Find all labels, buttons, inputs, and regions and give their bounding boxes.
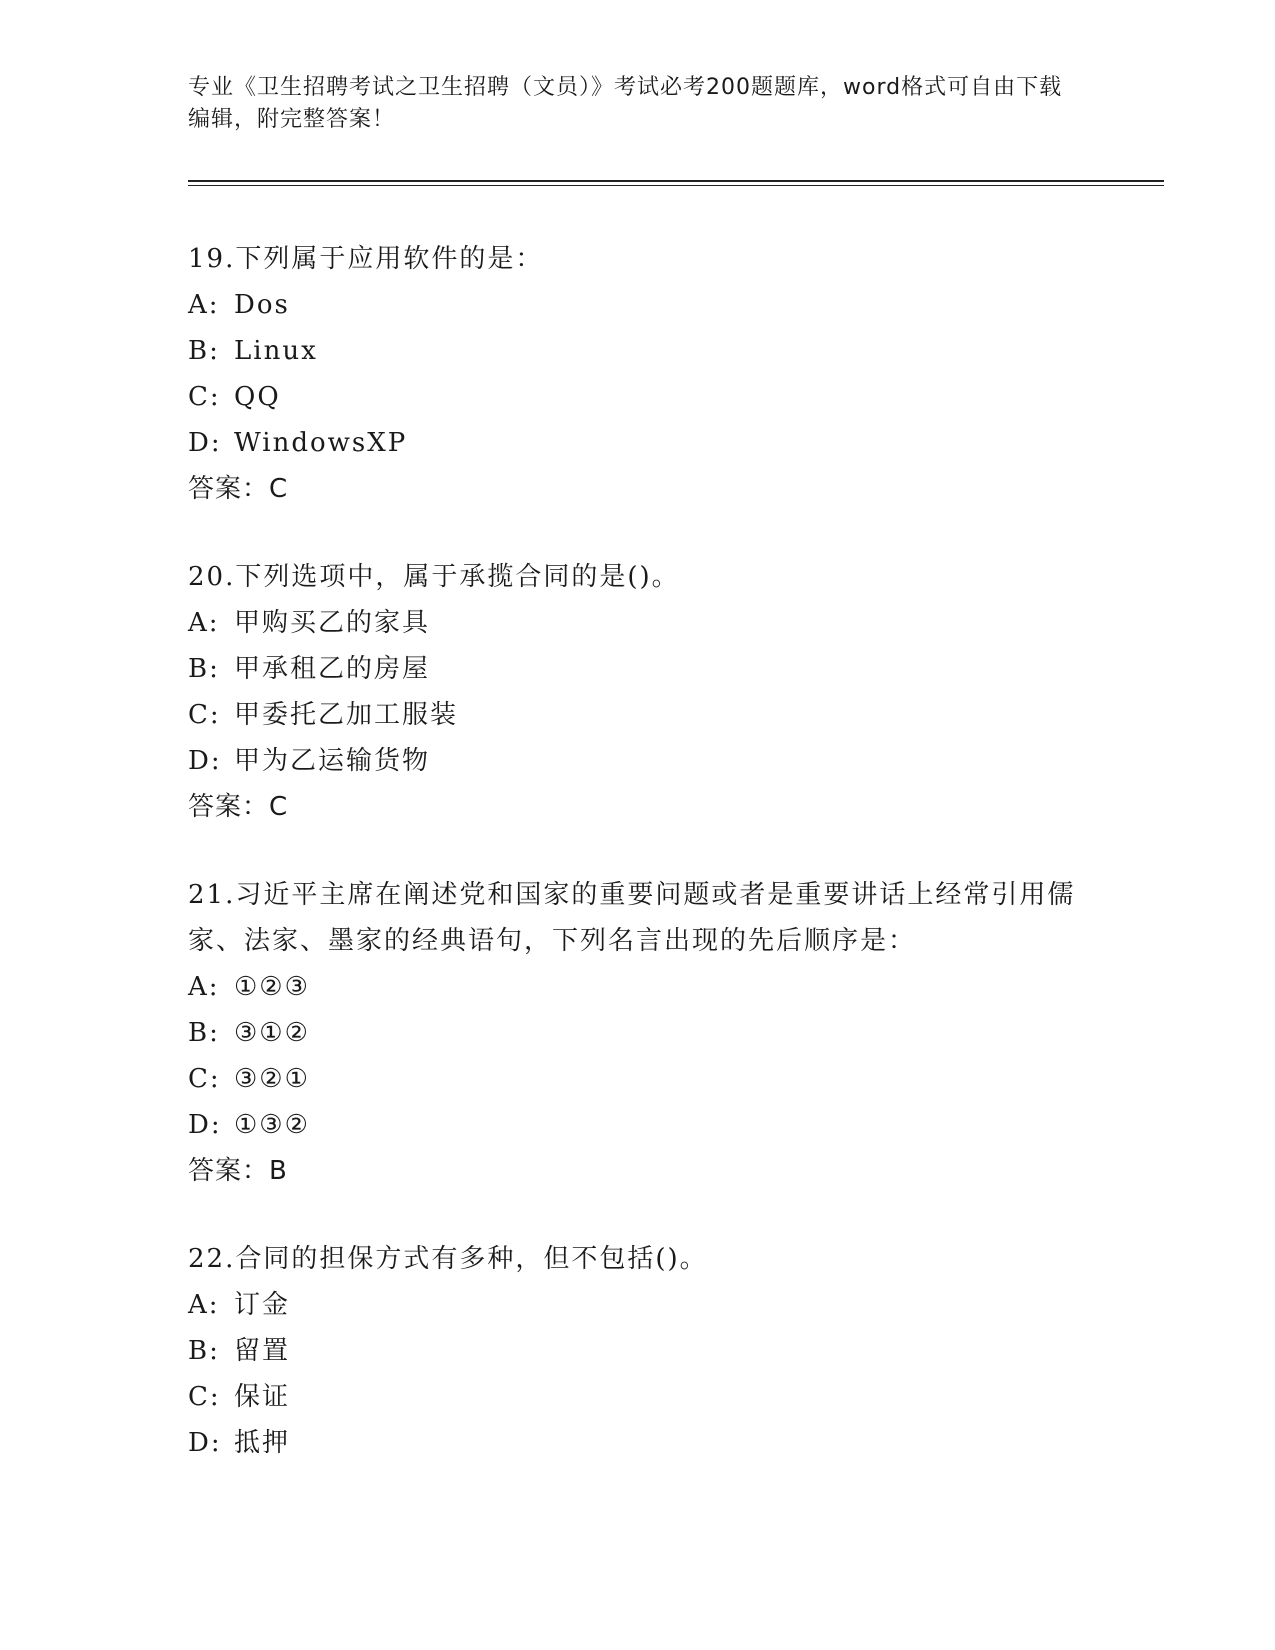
option-label: C:	[188, 1382, 221, 1412]
option-label: A:	[188, 972, 220, 1002]
option-c	[188, 1374, 1088, 1420]
option-d	[188, 738, 1088, 784]
option-label: D:	[188, 1428, 222, 1458]
question-20	[188, 554, 1088, 830]
option-label: D:	[188, 428, 222, 458]
option-text: ①③②	[234, 1110, 310, 1140]
question-stem: 22.合同的担保方式有多种，但不包括()。	[188, 1244, 708, 1274]
option-text: 甲委托乙加工服装	[234, 700, 459, 730]
question-stem: 20.下列选项中，属于承揽合同的是()。	[188, 562, 680, 592]
option-label: B:	[188, 1336, 220, 1366]
option-d	[188, 1102, 1088, 1148]
option-label: B:	[188, 1018, 220, 1048]
option-text: 甲为乙运输货物	[234, 746, 431, 776]
answer-line: 答案：B	[188, 1156, 288, 1186]
option-text: Linux	[234, 336, 318, 366]
header-divider-thin	[188, 185, 1164, 186]
option-text: Dos	[234, 290, 290, 320]
option-text: 订金	[234, 1290, 291, 1320]
option-text: 甲承租乙的房屋	[234, 654, 431, 684]
option-b	[188, 1010, 1088, 1056]
option-d	[188, 1420, 1088, 1466]
option-text: WindowsXP	[234, 428, 408, 458]
header-intro-text: 专业《卫生招聘考试之卫生招聘（文员）》考试必考200题题库，word格式可自由下载编辑，附完整答案！	[188, 75, 1063, 132]
question-list	[188, 236, 1088, 1508]
option-text: ①②③	[234, 972, 310, 1002]
option-text: 保证	[234, 1382, 291, 1412]
question-stem: 19.下列属于应用软件的是：	[188, 244, 544, 274]
option-b	[188, 328, 1088, 374]
answer-line: 答案：C	[188, 474, 289, 504]
option-label: D:	[188, 1110, 222, 1140]
option-text: ③①②	[234, 1018, 310, 1048]
question-22	[188, 1236, 1088, 1466]
option-text: 甲购买乙的家具	[234, 608, 431, 638]
option-b	[188, 646, 1088, 692]
option-label: A:	[188, 290, 220, 320]
option-label: C:	[188, 700, 221, 730]
option-a	[188, 282, 1088, 328]
option-label: C:	[188, 1064, 221, 1094]
option-a	[188, 600, 1088, 646]
document-header	[188, 72, 1068, 136]
answer-line: 答案：C	[188, 792, 289, 822]
option-label: A:	[188, 1290, 220, 1320]
question-21	[188, 872, 1088, 1194]
option-text: 留置	[234, 1336, 291, 1366]
option-label: A:	[188, 608, 220, 638]
option-d	[188, 420, 1088, 466]
option-a	[188, 1282, 1088, 1328]
option-label: D:	[188, 746, 222, 776]
option-c	[188, 374, 1088, 420]
option-text: 抵押	[234, 1428, 291, 1458]
option-label: B:	[188, 336, 220, 366]
option-text: QQ	[234, 382, 281, 412]
question-19	[188, 236, 1088, 512]
question-stem: 21.习近平主席在阐述党和国家的重要问题或者是重要讲话上经常引用儒家、法家、墨家的经典语句，下列名言出现的先后顺序是：	[188, 880, 1076, 956]
option-c	[188, 692, 1088, 738]
header-divider	[188, 180, 1164, 182]
option-a	[188, 964, 1088, 1010]
option-label: C:	[188, 382, 221, 412]
option-b	[188, 1328, 1088, 1374]
option-label: B:	[188, 654, 220, 684]
option-text: ③②①	[234, 1064, 310, 1094]
option-c	[188, 1056, 1088, 1102]
